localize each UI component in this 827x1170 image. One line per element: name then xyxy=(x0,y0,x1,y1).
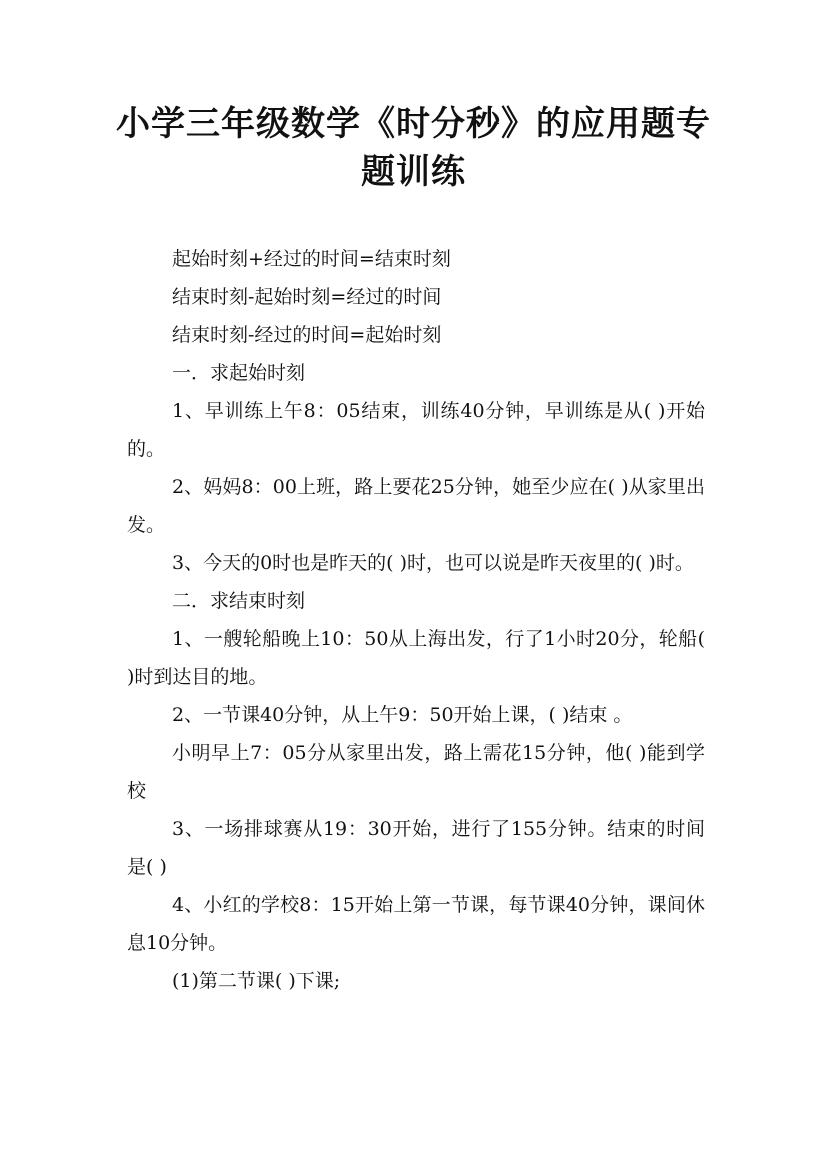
question-paragraph: 2、妈妈8：00上班，路上要花25分钟，她至少应在( )从家里出发。 xyxy=(127,476,705,536)
question-paragraph: 1、一艘轮船晚上10：50从上海出发，行了1小时20分，轮船( )时到达目的地。 xyxy=(127,628,705,688)
question-paragraph: 3、一场排球赛从19：30开始，进行了155分钟。结束的时间是( ) xyxy=(127,818,705,878)
section-heading: 二．求结束时刻 xyxy=(172,590,306,612)
question-paragraph: 3、今天的0时也是昨天的( )时，也可以说是昨天夜里的( )时。 xyxy=(172,552,694,574)
question-paragraph: 4、小红的学校8：15开始上第一节课，每节课40分钟，课间休息10分钟。 xyxy=(127,894,705,954)
document-title: 小学三年级数学《时分秒》的应用题专题训练 xyxy=(116,104,711,192)
formula-line: 起始时刻+经过的时间=结束时刻 xyxy=(172,248,451,270)
question-paragraph: (1)第二节课( )下课; xyxy=(172,970,341,992)
formula-list xyxy=(172,240,451,354)
section-heading: 一．求起始时刻 xyxy=(172,362,306,384)
question-paragraph: 2、一节课40分钟，从上午9：50开始上课，( )结束 。 xyxy=(172,704,633,726)
question-paragraph: 小明早上7：05分从家里出发，路上需花15分钟，他( )能到学校 xyxy=(127,742,705,802)
formula-line: 结束时刻-起始时刻=经过的时间 xyxy=(172,286,442,308)
document-body xyxy=(127,354,705,1000)
formula-line: 结束时刻-经过的时间=起始时刻 xyxy=(172,324,442,346)
question-paragraph: 1、早训练上午8：05结束，训练40分钟，早训练是从( )开始的。 xyxy=(127,400,705,460)
